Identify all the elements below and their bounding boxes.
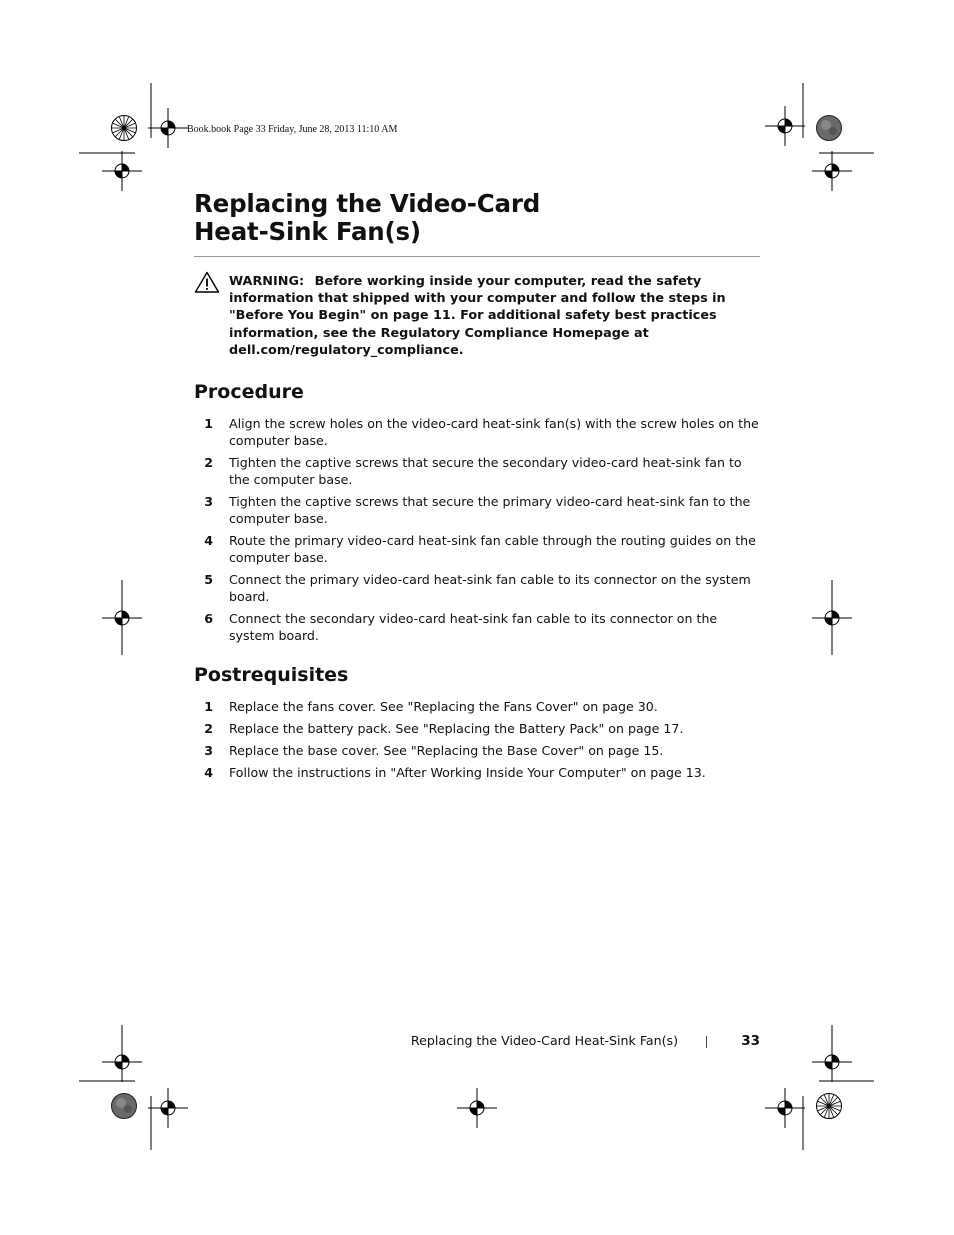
page-title [194, 190, 760, 246]
page-number: 33 [741, 1033, 760, 1049]
warning-triangle-icon [194, 271, 220, 293]
list-item [194, 571, 760, 605]
step-number: 6 [204, 611, 213, 626]
list-item [194, 532, 760, 566]
step-text: Align the screw holes on the video-card heat-sink fan(s) with the screw holes on the computer base. [229, 416, 759, 448]
step-text: Tighten the captive screws that secure the secondary video-card heat-sink fan to the computer base. [229, 455, 742, 487]
step-text: Replace the base cover. See "Replacing the Base Cover" on page 15. [229, 743, 664, 758]
step-text: Follow the instructions in "After Working Inside Your Computer" on page 13. [229, 765, 706, 780]
warning-text [229, 273, 760, 359]
print-header: Book.book Page 33 Friday, June 28, 2013 11:10 AM [187, 124, 398, 135]
warning-label: WARNING: [229, 274, 305, 289]
page-title-line-1: Replacing the Video-Card [194, 189, 541, 218]
step-text: Route the primary video-card heat-sink fan cable through the routing guides on the computer base. [229, 533, 756, 565]
list-item [194, 720, 760, 737]
step-number: 1 [204, 416, 213, 431]
step-number: 5 [204, 572, 213, 587]
procedure-heading: Procedure [194, 381, 304, 403]
footer-separator [706, 1036, 707, 1048]
page-title-line-2: Heat-Sink Fan(s) [194, 217, 421, 246]
list-item [194, 454, 760, 488]
list-item [194, 698, 760, 715]
list-item [194, 493, 760, 527]
title-rule [194, 256, 760, 257]
footer-title: Replacing the Video-Card Heat-Sink Fan(s) [410, 1033, 678, 1048]
step-text: Connect the primary video-card heat-sink fan cable to its connector on the system board. [229, 572, 751, 604]
warning-body: Before working inside your computer, read the safety information that shipped with your computer and follow the steps in "Before You Begin" on page 11. For additional safety best practices information, see the Regulatory Compliance Homepage at dell.com/regulatory_compliance. [229, 274, 726, 358]
step-number: 4 [204, 533, 213, 548]
step-number: 3 [204, 743, 213, 758]
list-item [194, 764, 760, 781]
list-item [194, 415, 760, 449]
step-number: 2 [204, 455, 213, 470]
postrequisites-heading: Postrequisites [194, 664, 349, 686]
step-text: Replace the battery pack. See "Replacing the Battery Pack" on page 17. [229, 721, 684, 736]
step-text: Tighten the captive screws that secure the primary video-card heat-sink fan to the computer base. [229, 494, 751, 526]
step-text: Replace the fans cover. See "Replacing the Fans Cover" on page 30. [229, 699, 658, 714]
step-number: 3 [204, 494, 213, 509]
step-number: 1 [204, 699, 213, 714]
list-item [194, 610, 760, 644]
step-text: Connect the secondary video-card heat-sink fan cable to its connector on the system board. [229, 611, 718, 643]
postrequisites-steps [194, 698, 760, 781]
list-item [194, 742, 760, 759]
step-number: 4 [204, 765, 213, 780]
step-number: 2 [204, 721, 213, 736]
procedure-steps [194, 415, 760, 644]
